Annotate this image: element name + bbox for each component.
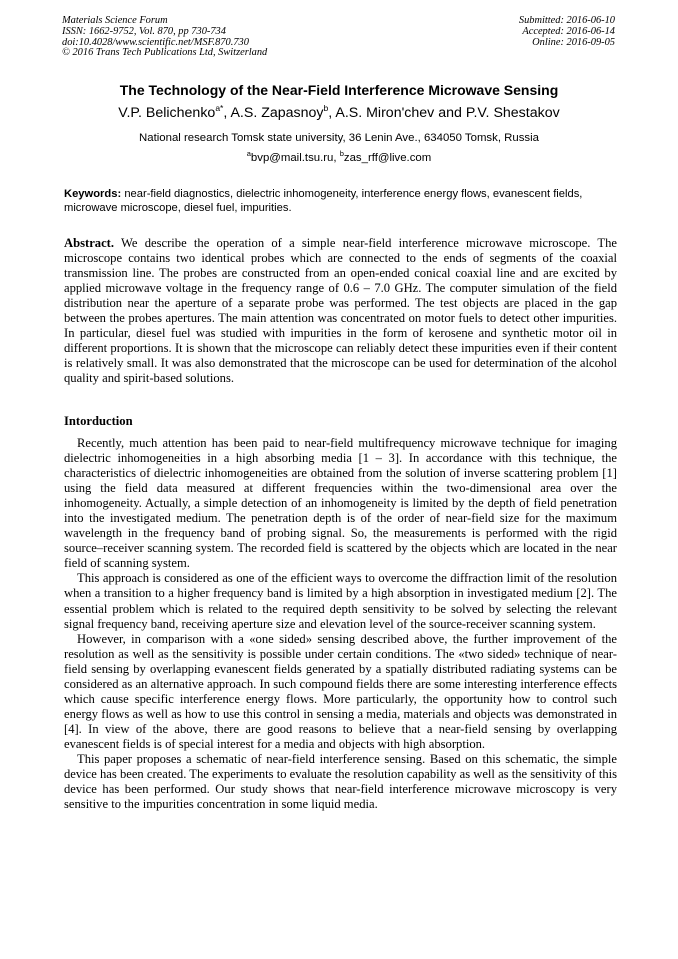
keywords-label: Keywords: xyxy=(64,188,122,200)
journal-issn: ISSN: 1662-9752, Vol. 870, pp 730-734 xyxy=(62,25,226,37)
paragraph: This approach is considered as one of the efficient ways to overcome the diffraction limit of the resolution when a transition to a higher frequency band is limited by a high absorption in investigated medium [2]. The essential problem which is related to the required depth sensitivity to be solved by selecting the relevant signal frequency band, receiving aperture size and elevation level of the source-receiver scanning system. xyxy=(64,571,617,631)
abstract-text: We describe the operation of a simple near-field interference microwave microscope. The microscope contains two identical probes which are connected to the ends of segments of the coaxial transmission line. The probes are constructed from an open-ended conical coaxial line and are excited by applied microwave voltage in the frequency range of 0.6 – 7.0 GHz. The computer simulation of the field distribution near the aperture of a separate probe was performed. The test objects are placed in the gap between the probes apertures. The main attention was concentrated on motor fuels to detect other impurities. In particular, diesel fuel was studied with impurities in the form of kerosene and synthetic motor oil in different proportions. It is shown that the microscope can reliably detect these impurities even if their content is relatively small. It was also demonstrated that the microscope can be used for determination of the alcohol quality and spirit-based solutions. xyxy=(64,236,617,386)
section-heading: Intorduction xyxy=(64,414,133,428)
keywords-text: near-field diagnostics, dielectric inhomogeneity, interference energy flows, evanescent fields, microwave microscope, diesel fuel, impurities. xyxy=(64,188,583,214)
abstract-label: Abstract. xyxy=(64,236,115,250)
paragraph: However, in comparison with a «one sided» sensing described above, the further improvement of the resolution as well as the sensitivity is possible under certain conditions. The «two sided» technique of near-field sensing by overlapping evanescent fields generated by a spatially distributed radiating systems can be considered as an alternative approach. In such compound fields there are some interesting interference effects which cause specific interference energy flows. More particularly, the opportunity how to control such energy flows as well as how to use this control in sensing a media, materials and objects was demonstrated in [4]. In view of the above, there are good reasons to believe that a near-field sensing by overlapping evanescent fields is of special interest for a media and objects with high absorption. xyxy=(64,631,617,751)
online-date: Online: 2016-09-05 xyxy=(532,36,615,48)
email-address: zas_rff@live.com xyxy=(343,152,432,164)
paragraph: Recently, much attention has been paid to near-field multifrequency microwave technique for imaging dielectric inhomogeneities in a high absorbing media [1 – 3]. In accordance with this technique, the characteristics of dielectric inhomogeneities are obtained from the solution of inverse scattering problem [1] using the field data measured at different frequencies within the two-dimensional area over the inhomogeneity. Actually, a simple detection of an inhomogeneity is limited by the depth of field penetration into the investigated medium. The penetration depth is of the order of near-field size for the maximum wavelength in the frequency band of probing signal. So, the measurements is performed with the rigid source–receiver scanning system. The recorded field is scattered by the objects which are located in the near field of scanning system. xyxy=(64,436,617,571)
keywords xyxy=(64,187,617,215)
affiliation: National research Tomsk state university, 36 Lenin Ave., 634050 Tomsk, Russia xyxy=(139,132,539,144)
journal-copyright: © 2016 Trans Tech Publications Ltd, Switzerland xyxy=(62,47,268,59)
journal-info xyxy=(62,16,267,59)
submitted-date: Submitted: 2016-06-10 xyxy=(518,15,615,26)
journal-doi: doi:10.4028/www.scientific.net/MSF.870.730 xyxy=(62,36,249,48)
paper-title: The Technology of the Near-Field Interference Microwave Sensing xyxy=(119,82,559,98)
accepted-date: Accepted: 2016-06-14 xyxy=(522,25,615,37)
author-name: V.P. Belichenko xyxy=(118,105,216,121)
submission-dates xyxy=(519,16,615,48)
author-name: , A.S. Zapasnoy xyxy=(223,105,324,121)
paragraph: This paper proposes a schematic of near-field interference sensing. Based on this schematic, the simple device has been created. The experiments to evaluate the resolution capability as well as the sensitivity of this device has been performed. Our study shows that near-field interference microwave microscopy is very sensitive to the impurities concentration in some liquid media. xyxy=(64,751,618,812)
author-names-rest: , A.S. Miron'chev and P.V. Shestakov xyxy=(328,105,560,121)
author-marker: b xyxy=(323,103,329,113)
email-marker: a xyxy=(246,149,251,158)
journal-name: Materials Science Forum xyxy=(62,15,168,26)
email-marker: b xyxy=(339,149,344,158)
email-address: bvp@mail.tsu.ru, xyxy=(250,152,337,164)
introduction-body xyxy=(64,436,617,812)
author-marker: a* xyxy=(215,103,224,113)
author-list xyxy=(40,104,638,122)
author-emails xyxy=(40,151,638,165)
abstract xyxy=(64,236,617,386)
